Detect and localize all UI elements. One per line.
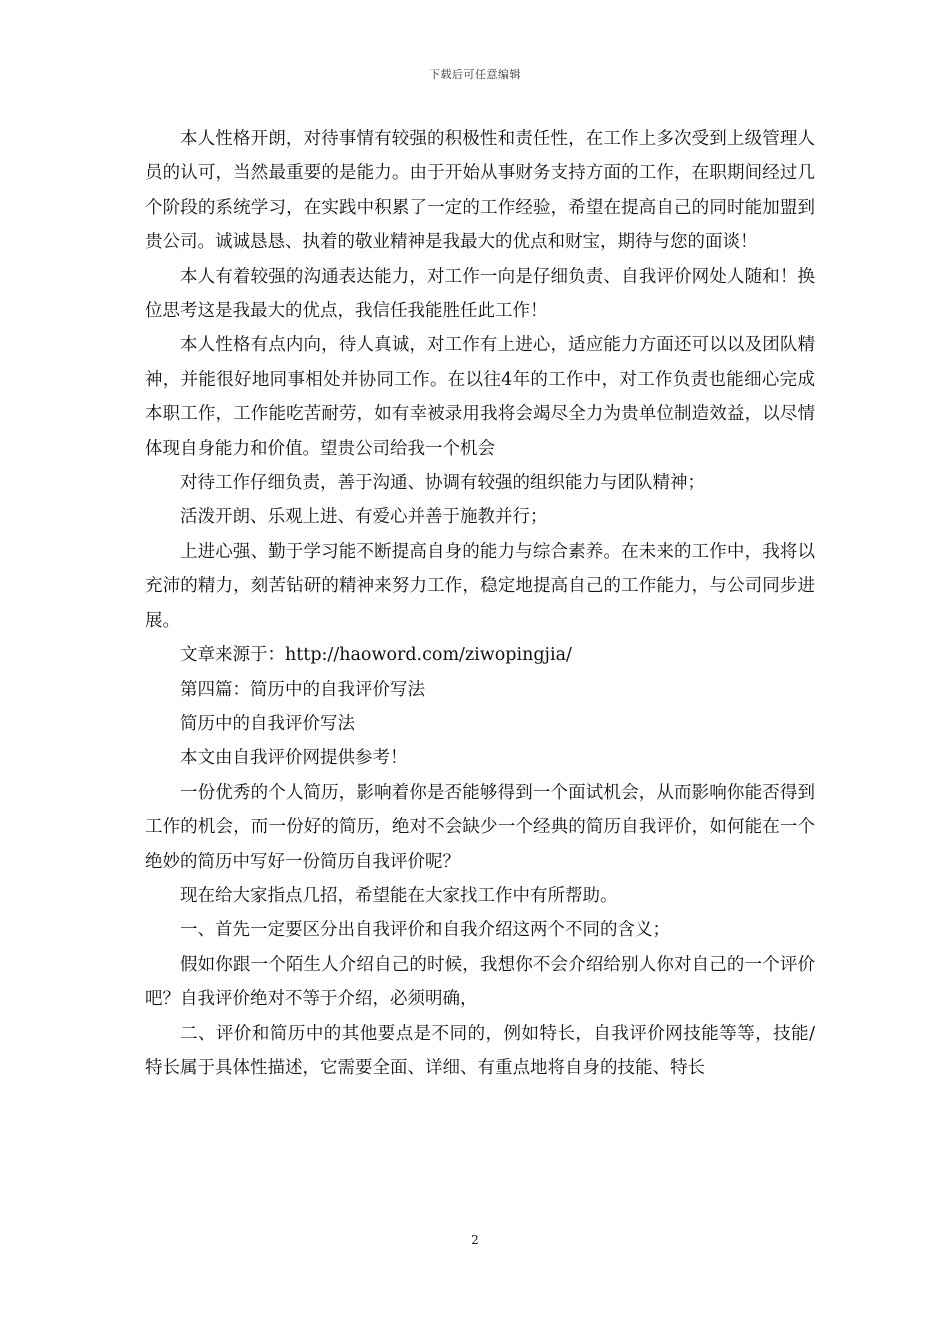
section-title: 简历中的自我评价写法 [180, 713, 355, 734]
paragraph-11: 一份优秀的个人简历，影响着你是否能够得到一个面试机会，从而影响你能否得到工作的机会，而一份好的简历，绝对不会缺少一个经典的简历自我评价，如何能在一个绝妙的简历中写好一份简历自我评价呢？ [145, 782, 815, 872]
paragraph-5: 活泼开朗、乐观上进、有爱心并善于施教并行； [180, 507, 548, 528]
paragraph-15: 二、评价和简历中的其他要点是不同的，例如特长，自我评价网技能等等，技能/特长属于具体性描述，它需要全面、详细、有重点地将自身的技能、特长 [145, 1023, 815, 1078]
paragraph-6: 上进心强、勤于学习能不断提高自身的能力与综合素养。在未来的工作中，我将以充沛的精力，刻苦钻研的精神来努力工作，稳定地提高自己的工作能力，与公司同步进展。 [145, 541, 815, 631]
paragraph-10: 本文由自我评价网提供参考！ [180, 748, 408, 769]
paragraph-4: 对待工作仔细负责，善于沟通、协调有较强的组织能力与团队精神； [180, 473, 705, 494]
section-heading: 第四篇：简历中的自我评价写法 [180, 679, 425, 700]
paragraph-13: 一、首先一定要区分出自我评价和自我介绍这两个不同的含义； [180, 920, 670, 941]
source-line: 文章来源于：http://haoword.com/ziwopingjia/ [180, 645, 572, 666]
paragraph-2: 本人有着较强的沟通表达能力，对工作一向是仔细负责、自我评价网处人随和！换位思考这是我最大的优点，我信任我能胜任此工作！ [145, 266, 815, 322]
page-number: 2 [471, 1233, 479, 1247]
paragraph-1: 本人性格开朗，对待事情有较强的积极性和责任性，在工作上多次受到上级管理人员的认可，当然最重要的是能力。由于开始从事财务支持方面的工作，在职期间经过几个阶段的系统学习，在实践中积累了一定的工作经验，希望在提高自己的同时能加盟到贵公司。诚诚恳恳、执着的敬业精神是我最大的优点和财宝，期待与您的面谈！ [145, 129, 815, 253]
document-body [145, 122, 815, 1085]
paragraph-12: 现在给大家指点几招，希望能在大家找工作中有所帮助。 [180, 885, 618, 906]
paragraph-3: 本人性格有点内向，待人真诚，对工作有上进心，适应能力方面还可以以及团队精神，并能很好地同事相处并协同工作。在以往4年的工作中，对工作负责也能细心完成本职工作，工作能吃苦耐劳，如有幸被录用我将会竭尽全力为贵单位制造效益，以尽情体现自身能力和价值。望贵公司给我一个机会 [145, 335, 815, 459]
paragraph-14: 假如你跟一个陌生人介绍自己的时候，我想你不会介绍给别人你对自己的一个评价吧？自我评价绝对不等于介绍，必须明确， [145, 954, 815, 1010]
page-header: 下载后可任意编辑 [429, 68, 521, 81]
